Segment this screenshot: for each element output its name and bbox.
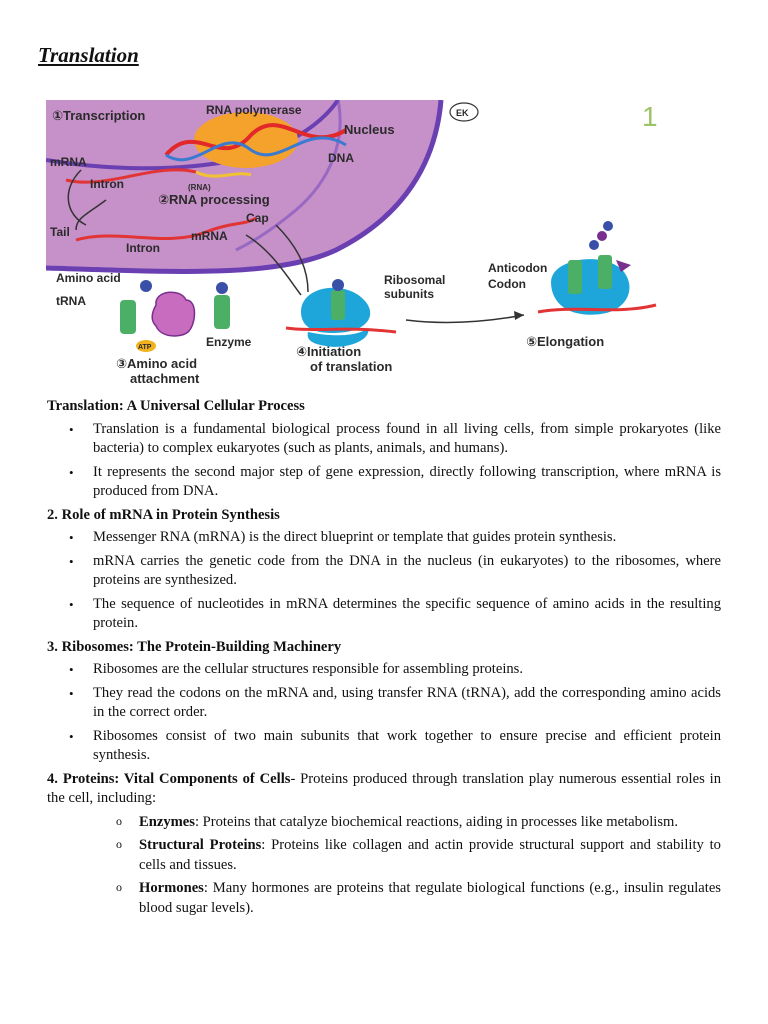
label-mrna-mid: mRNA [191,229,228,243]
protein-role-term: Hormones [139,880,204,896]
section-heading: 2. Role of mRNA in Protein Synthesis [47,506,280,523]
handwritten-mark: 1 [642,101,658,132]
label-cap: Cap [246,211,269,225]
label-rna-polymerase: RNA polymerase [206,103,302,117]
protein-role-term: Structural Proteins [139,837,262,853]
label-anticodon: Anticodon [488,261,548,275]
label-nucleus: Nucleus [344,122,395,137]
bullet-item: • They read the codons on the mRNA and, using transfer RNA (tRNA), add the corresponding amino acids in the correct order. [47,684,721,723]
label-initiation-2: of translation [310,359,393,374]
section-4-paragraph [47,770,721,809]
label-initiation-1: ④Initiation [296,344,362,359]
label-intron-1: Intron [90,177,124,191]
bullet-item: • mRNA carries the genetic code from the DNA in the nucleus (in eukaryotes) to the ribosomes, where proteins are synthesized. [47,552,721,591]
section-heading: Translation: A Universal Cellular Process [47,398,305,414]
label-tail: Tail [50,225,70,239]
protein-role-item [47,836,721,875]
bullet-list [47,528,721,634]
label-rna-small: (RNA) [188,183,211,192]
label-trna: tRNA [56,294,86,308]
bullet-item: • It represents the second major step of gene expression, directly following transcription, where mRNA is produced from DNA. [47,463,721,502]
label-dna: DNA [328,151,354,165]
bullet-item: • Ribosomes are the cellular structures responsible for assembling proteins. [47,660,721,680]
label-attachment-1: ③Amino acid [116,356,198,371]
page-title: Translation [38,43,139,67]
label-enzyme: Enzyme [206,335,252,349]
bullet-item: • The sequence of nucleotides in mRNA determines the specific sequence of amino acids in the resulting protein. [47,595,721,634]
bullet-list [47,660,721,766]
label-ribosomal-2: subunits [384,287,434,301]
bullet-item: • Translation is a fundamental biological process found in all living cells, from simple prokaryotes (like bacteria) to complex eukaryotes (such as plants, animals, and humans). [47,420,721,459]
enzyme-icon [152,292,194,336]
section-4-list [47,813,721,919]
bullet-item: • Ribosomes consist of two main subunits that work together to ensure precise and efficient protein synthesis. [47,727,721,766]
protein-role-text: : Proteins that catalyze biochemical reactions, aiding in processes like metabolism. [194,813,679,830]
translation-diagram [46,100,682,390]
label-mrna-top: mRNA [50,155,87,169]
protein-role-item [47,813,721,833]
label-rna-processing: ②RNA processing [158,192,270,207]
label-attachment-2: attachment [130,371,200,386]
document-body [47,397,721,922]
label-codon: Codon [488,277,526,291]
protein-role-text: : Proteins like collagen and actin provide structural support and stability to cells and tissues. [139,837,721,873]
label-elongation: ⑤Elongation [526,334,605,349]
section-heading: 3. Ribosomes: The Protein-Building Machinery [47,638,342,655]
protein-role-text: : Many hormones are proteins that regulate biological functions (e.g., insulin regulates blood sugar levels). [139,880,721,916]
bullet-item: • Messenger RNA (mRNA) is the direct blueprint or template that guides protein synthesis. [47,528,721,548]
bullet-list [47,420,721,502]
protein-role-term: Enzymes [139,813,195,830]
section-4-intro: - Proteins produced through translation play numerous essential roles in the cell, including: [47,770,721,806]
label-amino-acid: Amino acid [56,271,121,285]
label-atp: ATP [138,344,152,351]
ek-label: EK [456,108,469,118]
trna-icon [120,300,136,334]
label-intron-2: Intron [126,241,160,255]
protein-role-item [47,879,721,918]
label-transcription: ①Transcription [52,108,146,123]
label-ribosomal-1: Ribosomal [384,273,446,287]
section-4-heading: 4. Proteins: Vital Components of Cells [47,770,291,787]
